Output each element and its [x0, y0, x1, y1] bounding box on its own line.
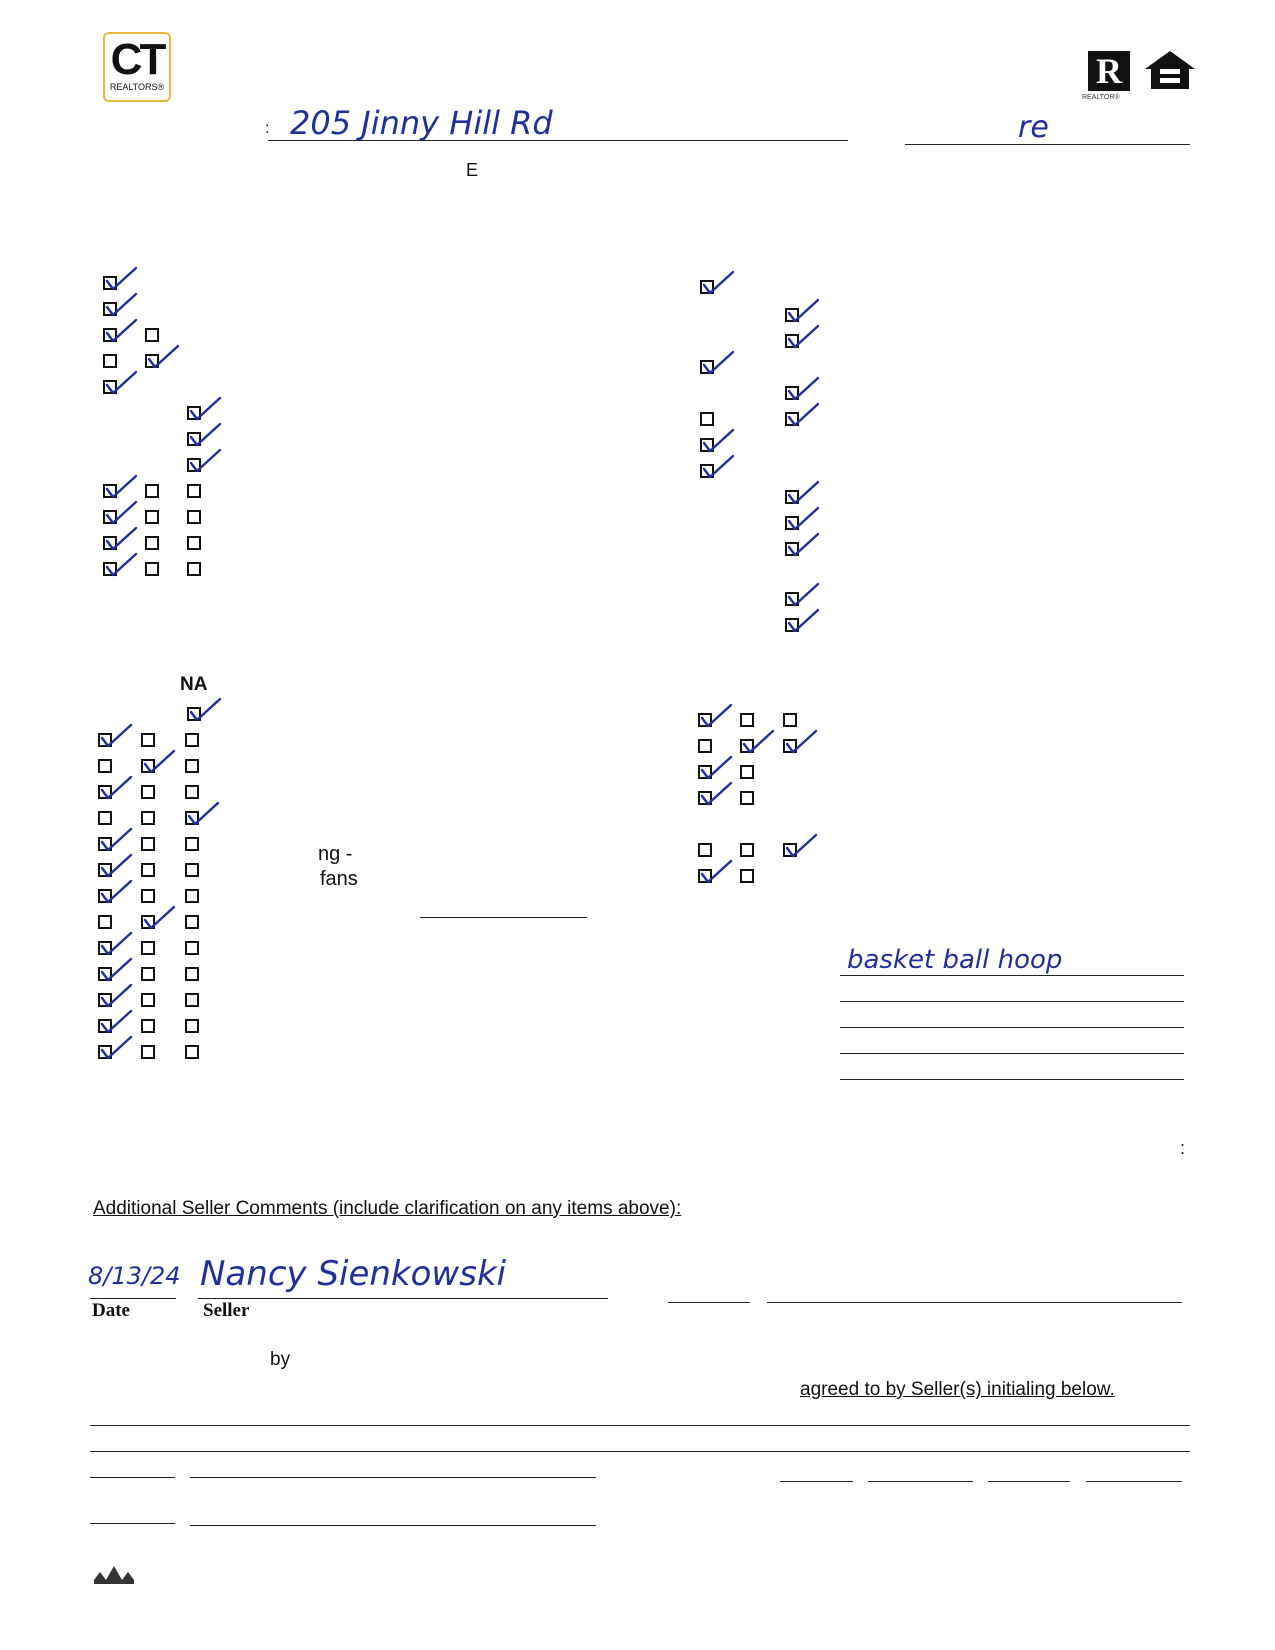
checkbox[interactable]: [98, 863, 112, 877]
checkbox[interactable]: [783, 739, 797, 753]
checkbox[interactable]: [740, 791, 754, 805]
short-line-2: [190, 1477, 596, 1478]
checkbox[interactable]: [145, 562, 159, 576]
long-line-1: [90, 1425, 1190, 1426]
checkbox[interactable]: [740, 739, 754, 753]
checkbox[interactable]: [187, 536, 201, 550]
checkbox[interactable]: [98, 1045, 112, 1059]
address-colon: :: [265, 120, 270, 137]
checkbox[interactable]: [185, 733, 199, 747]
checkbox[interactable]: [185, 915, 199, 929]
checkbox[interactable]: [141, 811, 155, 825]
short-line-1: [90, 1477, 175, 1478]
checkbox[interactable]: [185, 785, 199, 799]
checkbox[interactable]: [185, 889, 199, 903]
checkbox[interactable]: [141, 915, 155, 929]
checkbox[interactable]: [185, 1019, 199, 1033]
seller-signature: Nancy Sienkowski: [200, 1254, 507, 1294]
checkbox[interactable]: [187, 484, 201, 498]
checkbox[interactable]: [185, 837, 199, 851]
checkbox[interactable]: [103, 380, 117, 394]
checkbox[interactable]: [103, 276, 117, 290]
ct-logo-text: CT: [110, 35, 164, 84]
checkbox[interactable]: [785, 412, 799, 426]
checkbox[interactable]: [185, 863, 199, 877]
checkbox[interactable]: [187, 510, 201, 524]
date-label: Date: [92, 1300, 130, 1321]
checkbox[interactable]: [103, 510, 117, 524]
checkbox[interactable]: [700, 464, 714, 478]
checkbox[interactable]: [98, 759, 112, 773]
checkbox[interactable]: [145, 536, 159, 550]
checkbox[interactable]: [103, 354, 117, 368]
fans-blank-line: [420, 917, 587, 918]
checkbox[interactable]: [698, 869, 712, 883]
letter-e: E: [466, 160, 479, 180]
checkbox[interactable]: [98, 811, 112, 825]
checkbox[interactable]: [185, 1045, 199, 1059]
checkbox[interactable]: [185, 993, 199, 1007]
other-item-line-5: [840, 1079, 1184, 1080]
checkbox[interactable]: [185, 967, 199, 981]
checkbox[interactable]: [740, 869, 754, 883]
checkbox[interactable]: [141, 1019, 155, 1033]
seller-line-2: [767, 1302, 1182, 1303]
checkbox[interactable]: [98, 733, 112, 747]
other-item-line-2: [840, 1001, 1184, 1002]
other-item-line-4: [840, 1053, 1184, 1054]
checkbox[interactable]: [185, 759, 199, 773]
seller-line: [198, 1298, 608, 1299]
checkbox[interactable]: [785, 490, 799, 504]
initial-line-3: [988, 1481, 1070, 1482]
checkbox[interactable]: [740, 765, 754, 779]
other-item-1: basket ball hoop: [847, 945, 1063, 975]
checkbox[interactable]: [141, 863, 155, 877]
long-line-2: [90, 1451, 1190, 1452]
checkbox[interactable]: [98, 785, 112, 799]
checkbox[interactable]: [700, 438, 714, 452]
short-line-3: [90, 1523, 175, 1524]
seller-label: Seller: [203, 1300, 250, 1321]
checkbox[interactable]: [785, 334, 799, 348]
checkbox[interactable]: [103, 562, 117, 576]
checkbox[interactable]: [141, 941, 155, 955]
checkbox[interactable]: [783, 843, 797, 857]
checkbox[interactable]: [141, 785, 155, 799]
equal-housing-icon: [1143, 49, 1197, 93]
checkbox[interactable]: [98, 837, 112, 851]
checkbox[interactable]: [98, 941, 112, 955]
checkbox[interactable]: [740, 713, 754, 727]
initial-line-4: [1086, 1481, 1182, 1482]
na-column-header: NA: [180, 674, 208, 695]
house-footer-icon: [90, 1558, 138, 1588]
additional-comments-heading: Additional Seller Comments (include clarification on any items above):: [93, 1198, 682, 1219]
address-value: 205 Jinny Hill Rd: [290, 104, 553, 142]
checkbox[interactable]: [700, 280, 714, 294]
initial-line-2: [868, 1481, 973, 1482]
checkbox[interactable]: [98, 993, 112, 1007]
checkbox[interactable]: [187, 406, 201, 420]
checkbox[interactable]: [740, 843, 754, 857]
checkbox[interactable]: [698, 765, 712, 779]
ct-realtors-logo: [103, 32, 171, 102]
checkbox[interactable]: [698, 843, 712, 857]
checkbox[interactable]: [141, 759, 155, 773]
signature-date: 8/13/24: [88, 1262, 181, 1290]
checkbox[interactable]: [145, 510, 159, 524]
right-field-value: re: [1018, 110, 1049, 145]
checkbox[interactable]: [785, 592, 799, 606]
checkbox[interactable]: [187, 432, 201, 446]
checkbox[interactable]: [103, 302, 117, 316]
checkbox[interactable]: [785, 542, 799, 556]
checkbox[interactable]: [145, 328, 159, 342]
ceiling-fans-label-1: ng -: [318, 843, 353, 865]
checkbox[interactable]: [785, 386, 799, 400]
checkbox[interactable]: [700, 360, 714, 374]
checkbox[interactable]: [185, 811, 199, 825]
checkbox[interactable]: [141, 1045, 155, 1059]
realtor-logo-text: REALTOR®: [1082, 94, 1120, 101]
short-line-4: [190, 1525, 596, 1526]
ceiling-fans-label-2: fans: [320, 868, 358, 890]
checkbox[interactable]: [98, 1019, 112, 1033]
date-line: [90, 1298, 176, 1299]
checkbox[interactable]: [98, 915, 112, 929]
checkbox[interactable]: [785, 516, 799, 530]
checkbox[interactable]: [145, 354, 159, 368]
ct-logo-subtext: REALTORS®: [109, 82, 165, 92]
checkbox[interactable]: [783, 713, 797, 727]
other-item-line-3: [840, 1027, 1184, 1028]
checkbox[interactable]: [185, 941, 199, 955]
checkbox[interactable]: [103, 484, 117, 498]
checkbox[interactable]: [141, 993, 155, 1007]
checkbox[interactable]: [187, 562, 201, 576]
right-margin-colon: :: [1180, 1138, 1186, 1158]
checkbox[interactable]: [103, 536, 117, 550]
checkbox[interactable]: [187, 707, 201, 721]
checkbox[interactable]: [141, 837, 155, 851]
checkbox[interactable]: [141, 889, 155, 903]
date-line-2: [668, 1302, 750, 1303]
checkbox[interactable]: [698, 791, 712, 805]
checkbox[interactable]: [785, 618, 799, 632]
checkbox[interactable]: [141, 967, 155, 981]
checkbox[interactable]: [700, 412, 714, 426]
agreed-text: agreed to by Seller(s) initialing below.: [800, 1379, 1115, 1400]
checkbox[interactable]: [98, 967, 112, 981]
realtor-logo-icon: R: [1088, 51, 1130, 91]
other-item-line-1: [840, 975, 1184, 976]
checkbox[interactable]: [141, 733, 155, 747]
checkbox[interactable]: [187, 458, 201, 472]
initial-line-1: [780, 1481, 853, 1482]
checkbox[interactable]: [698, 739, 712, 753]
checkbox[interactable]: [103, 328, 117, 342]
checkbox[interactable]: [145, 484, 159, 498]
checkbox[interactable]: [698, 713, 712, 727]
by-label: by: [270, 1349, 291, 1370]
checkbox[interactable]: [785, 308, 799, 322]
checkbox[interactable]: [98, 889, 112, 903]
